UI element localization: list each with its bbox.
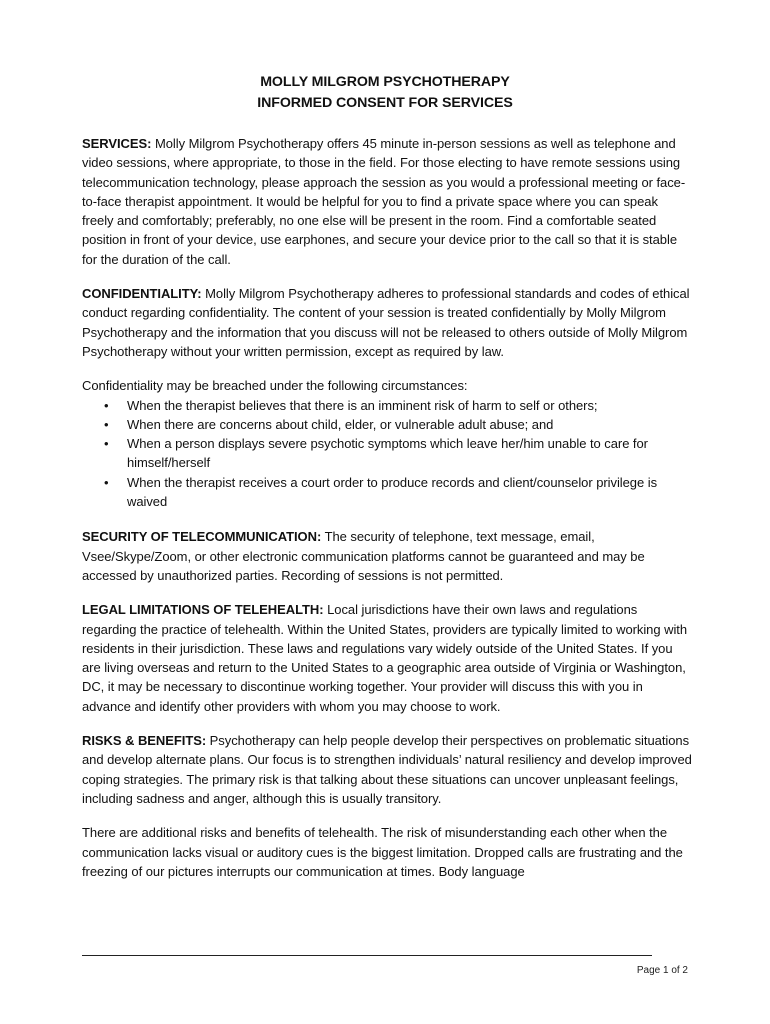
- bullet-icon: •: [104, 474, 109, 490]
- legal-text: Local jurisdictions have their own laws and regulations regarding the practice of telehealth. Within the United States, providers are typically limited to working with residents in their jurisdiction. These laws and regulations vary widely outside of the United States. If you are living overseas and return to the United States to a geographic area outside of Virginia or Washington, DC, it may be necessary to discontinue working together. Your provider will discuss this with you in advance and identify other providers with whom you may choose to work.: [82, 602, 688, 714]
- services-heading: SERVICES:: [82, 136, 152, 151]
- title-line-2: INFORMED CONSENT FOR SERVICES: [257, 95, 513, 111]
- bullet-icon: •: [104, 397, 109, 413]
- title-line-1: MOLLY MILGROM PSYCHOTHERAPY: [260, 74, 510, 90]
- list-item: [82, 415, 692, 434]
- confidentiality-text: Molly Milgrom Psychotherapy adheres to professional standards and codes of ethical conduct regarding confidentiality. The content of your session is treated confidentially by Molly Milgrom Psychotherapy and the information that you discuss will not be released to others outside of Molly Milgrom Psychotherapy without your written permission, except as required by law.: [82, 286, 690, 359]
- services-paragraph: [82, 134, 692, 269]
- telehealth-risks-paragraph: There are additional risks and benefits of telehealth. The risk of misunderstanding each other when the communication lacks visual or auditory cues is the biggest limitation. Dropped calls are frustrating and the freezing of our pictures interrupts our communication at times. Body language: [82, 825, 683, 879]
- list-item-text: When the therapist believes that there is an imminent risk of harm to self or others;: [127, 397, 598, 413]
- confidentiality-paragraph: [82, 284, 692, 361]
- risks-paragraph: [82, 731, 692, 808]
- breach-list: [82, 396, 692, 512]
- list-item-text: When the therapist receives a court order to produce records and client/counselor privilege is waived: [127, 474, 658, 510]
- bullet-icon: •: [104, 436, 109, 452]
- list-item: [82, 473, 692, 512]
- bullet-icon: •: [104, 416, 109, 432]
- document-title: [0, 72, 770, 114]
- risks-text: Psychotherapy can help people develop their perspectives on problematic situations and develop alternate plans. Our focus is to strengthen individuals’ natural resiliency and develop improved coping strategies. The primary risk is that talking about these situations can uncover unpleasant feelings, including sadness and anger, although this is usually transitory.: [82, 733, 692, 806]
- confidentiality-heading: CONFIDENTIALITY:: [82, 286, 202, 302]
- security-paragraph: [82, 527, 692, 585]
- services-text: Molly Milgrom Psychotherapy offers 45 minute in-person sessions as well as telephone and video sessions, where appropriate, to those in the field. For those electing to have remote sessions using telecommunication technology, please approach the session as you would a professional meeting or face-to-face therapist appointment. It would be helpful for you to find a private space where you can speak freely and comfortably; preferably, no one else will be present in the room. Find a comfortable seated position in front of your device, use earphones, and secure your device prior to the call so that it is stable for the duration of the call.: [82, 136, 686, 267]
- legal-paragraph: [82, 600, 692, 716]
- legal-heading: LEGAL LIMITATIONS OF TELEHEALTH:: [82, 602, 324, 618]
- footer-divider: [82, 955, 652, 956]
- security-heading: SECURITY OF TELECOMMUNICATION:: [82, 529, 322, 545]
- page-number: Page 1 of 2: [636, 965, 688, 976]
- list-item-text: When there are concerns about child, elder, or vulnerable adult abuse; and: [127, 416, 554, 432]
- list-item-text: When a person displays severe psychotic symptoms which leave her/him unable to care for himself/herself: [127, 436, 648, 471]
- list-item: [82, 434, 692, 473]
- list-item: [82, 396, 692, 415]
- risks-heading: RISKS & BENEFITS:: [82, 733, 207, 749]
- breach-lead: Confidentiality may be breached under the following circumstances:: [82, 378, 468, 394]
- security-text: The security of telephone, text message, email, Vsee/Skype/Zoom, or other electronic communication platforms cannot be guaranteed and may be accessed by unauthorized parties. Recording of sessions is not permitted.: [82, 529, 645, 583]
- document-body: [82, 134, 692, 896]
